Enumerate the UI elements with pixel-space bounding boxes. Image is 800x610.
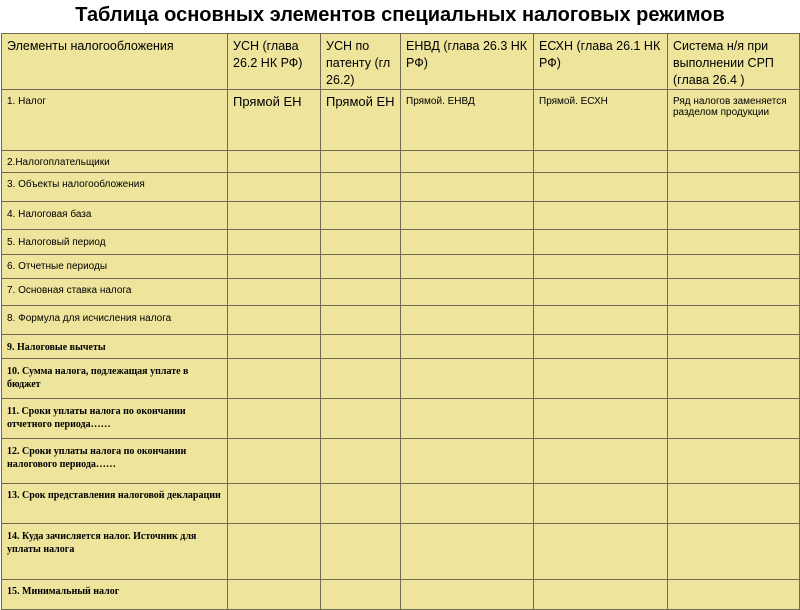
table-cell: [228, 335, 321, 359]
table-cell: [228, 524, 321, 580]
table-cell: [534, 279, 668, 306]
table-cell: [228, 255, 321, 279]
table-cell: [534, 202, 668, 230]
row-label: 7. Основная ставка налога: [2, 279, 228, 306]
table-cell: [401, 399, 534, 439]
table-cell: Прямой. ЕСХН: [534, 90, 668, 151]
row-label: 13. Срок представления налоговой декларации: [2, 484, 228, 524]
table-cell: [668, 359, 800, 399]
table-row: [2, 279, 800, 306]
table-cell: [534, 359, 668, 399]
table-cell: [534, 524, 668, 580]
table-row: [2, 399, 800, 439]
table-cell: Прямой. ЕНВД: [401, 90, 534, 151]
table-cell: [228, 151, 321, 173]
table-cell: [668, 279, 800, 306]
table-cell: [401, 202, 534, 230]
table-row: [2, 335, 800, 359]
table-row: [2, 524, 800, 580]
table-cell: [534, 439, 668, 484]
table-cell: [321, 335, 401, 359]
table-row: [2, 484, 800, 524]
table-cell: [228, 399, 321, 439]
table-row: [2, 580, 800, 610]
table-cell: [321, 255, 401, 279]
header-usn: УСН (глава 26.2 НК РФ): [228, 34, 321, 90]
header-usn-patent: УСН по патенту (гл 26.2): [321, 34, 401, 90]
table-header-row: [2, 34, 800, 90]
table-cell: [668, 151, 800, 173]
table-cell: [668, 484, 800, 524]
tax-regimes-table: [1, 33, 800, 610]
table-cell: [668, 439, 800, 484]
table-cell: Ряд налогов заменяется разделом продукции: [668, 90, 800, 151]
table-cell: [228, 306, 321, 335]
table-cell: [534, 335, 668, 359]
table-cell: [401, 173, 534, 202]
table-cell: [228, 484, 321, 524]
table-cell: [321, 484, 401, 524]
page-title: Таблица основных элементов специальных налоговых режимов: [75, 4, 725, 26]
table-cell: [534, 230, 668, 255]
table-cell: [321, 524, 401, 580]
table-cell: [321, 279, 401, 306]
row-label: 1. Налог: [2, 90, 228, 151]
table-cell: [401, 151, 534, 173]
table-cell: [668, 580, 800, 610]
table-cell: [401, 255, 534, 279]
table-cell: [401, 359, 534, 399]
table-row: [2, 439, 800, 484]
row-label: 3. Объекты налогообложения: [2, 173, 228, 202]
table-cell: [228, 202, 321, 230]
table-cell: [228, 230, 321, 255]
row-label: 5. Налоговый период: [2, 230, 228, 255]
table-cell: [321, 359, 401, 399]
row-label: 8. Формула для исчисления налога: [2, 306, 228, 335]
table-cell: [228, 580, 321, 610]
header-envd: ЕНВД (глава 26.3 НК РФ): [401, 34, 534, 90]
table-cell: [668, 202, 800, 230]
table-cell: [321, 202, 401, 230]
table-cell: [668, 399, 800, 439]
table-cell: [228, 279, 321, 306]
table-cell: [401, 230, 534, 255]
table-cell: [668, 306, 800, 335]
table-cell: [401, 335, 534, 359]
header-elements: Элементы налогообложения: [2, 34, 228, 90]
row-label: 11. Сроки уплаты налога по окончании отчетного периода……: [2, 399, 228, 439]
table-row: [2, 202, 800, 230]
row-label: 4. Налоговая база: [2, 202, 228, 230]
table-row: [2, 306, 800, 335]
table-cell: [321, 151, 401, 173]
row-label: 6. Отчетные периоды: [2, 255, 228, 279]
table-row: [2, 255, 800, 279]
table-cell: [321, 439, 401, 484]
table-row: [2, 359, 800, 399]
table-cell: [534, 173, 668, 202]
table-cell: [401, 279, 534, 306]
table-cell: [668, 173, 800, 202]
table-cell: [534, 151, 668, 173]
table-cell: [668, 335, 800, 359]
table-cell: [228, 173, 321, 202]
table-cell: [668, 524, 800, 580]
table-cell: [401, 580, 534, 610]
row-label: 15. Минимальный налог: [2, 580, 228, 610]
row-label: 14. Куда зачисляется налог. Источник для уплаты налога: [2, 524, 228, 580]
row-label: 2.Налогоплательщики: [2, 151, 228, 173]
table-cell: [321, 230, 401, 255]
table-cell: [668, 255, 800, 279]
table-cell: [534, 306, 668, 335]
table-cell: [534, 399, 668, 439]
table-cell: [228, 439, 321, 484]
row-label: 9. Налоговые вычеты: [2, 335, 228, 359]
table-cell: [321, 173, 401, 202]
table-row: [2, 173, 800, 202]
table-cell: [534, 255, 668, 279]
table-row: [2, 151, 800, 173]
header-eshn: ЕСХН (глава 26.1 НК РФ): [534, 34, 668, 90]
header-srp: Система н/я при выполнении СРП (глава 26.4 ): [668, 34, 800, 90]
table-cell: [321, 306, 401, 335]
table-cell: [534, 484, 668, 524]
table-cell: [534, 580, 668, 610]
table-cell: [321, 580, 401, 610]
table-cell: [228, 359, 321, 399]
table-row: [2, 90, 800, 151]
table-cell: [401, 306, 534, 335]
table-cell: [668, 230, 800, 255]
row-label: 10. Сумма налога, подлежащая уплате в бюджет: [2, 359, 228, 399]
table-cell: [401, 439, 534, 484]
table-cell: [401, 484, 534, 524]
table-cell: Прямой ЕН: [228, 90, 321, 151]
table-cell: [321, 399, 401, 439]
table-cell: Прямой ЕН: [321, 90, 401, 151]
row-label: 12. Сроки уплаты налога по окончании налогового периода……: [2, 439, 228, 484]
table-cell: [401, 524, 534, 580]
table-row: [2, 230, 800, 255]
